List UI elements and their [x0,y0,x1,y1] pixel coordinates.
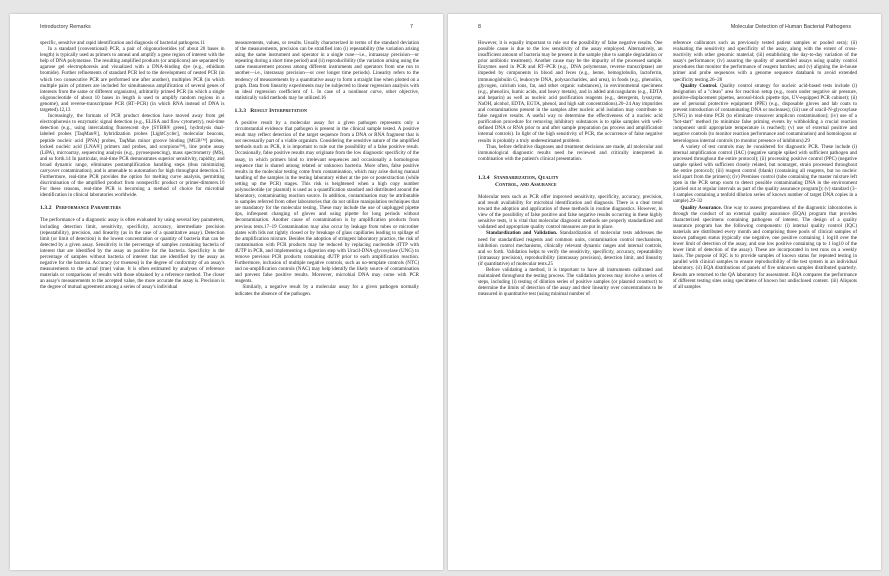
section-number: 1.3.3 [234,107,247,114]
page-number: 7 [410,24,413,30]
section-number: 1.3.4 [478,174,490,181]
spacer [478,162,663,168]
paragraph: Before validating a method, it is important to have all instruments calibrated and maintained throughout the testing process. The validation process may involve a series of steps, including (i) testing of dilution series of positive samples (or plasmid construct) to determine the limits of detection of the assay and their linearity over concentrations to be measured in quantitative test (using minimal number of [478,267,663,298]
left-running-head [40,24,413,34]
section-heading [235,108,420,115]
paragraph: Thus, before definitive diagnoses and treatment decisions are made, all molecular and immunological diagnostic results need be reviewed and critically interpreted in combination with the patient's clinical presentation. [478,143,663,162]
run-in-heading: Standardization and Validation. [486,230,558,237]
paragraph: Similarly, a negative result by a molecular assay for a given pathogen normally indicates the absence of the pathogen. [234,284,419,297]
paragraph-text: One way to assess preparedness of the diagnostic laboratories is through the conduct of an external quality assurance (EQA) program that provides characterized specimens containing pathogens of interest. The design of a quality assurance program has the following components: (i) internal quality control (IQC) materials are distributed every month and comprising three pools of clinical samples of known pathogen status (typically one negative, one positive containing 1 log10 over the lower limit of detection of the assay, and one low positive containing up to 1 log10 of the lower limit of detection of the assay). These are incorporated in test runs on a weekly basis. The purpose of IQC is to provide samples of known status for repeated testing in parallel with clinical samples to ensure reproducibility of the test system in an individual laboratory. (ii) EQA distributions of panels of five unknown samples distributed quarterly. Results are returned to the QA laboratory for assessment. EQA compares the performance of different testing sites using specimens of known but undisclosed content. (iii) Aliquots of all samples [672,204,857,290]
right-running-head [478,24,851,34]
paragraph: The performance of a diagnostic assay is often evaluated by using several key parameters, including detection limit, sensitivity, specificity, accuracy, intermediate precision (repeatability), precision, and linearity (as in the case of a quantitative assay). Detection limit (or limit of detection) is the lowest concentration or quantity of bacteria that can be detected by a given assay. Sensitivity is the percentage of samples containing bacteria of interest that are identified by the assay as positive for the bacteria. Specificity is the percentage of samples without bacteria of interest that are identified by the assay as negative for the bacteria. Accuracy (or trueness) is the degree of conformity of an assay's measurements to the actual (true) value. It is often estimated by analyses of reference materials or comparisons of results with those obtained by a reference method. The closer an assay's measurements to the accepted value, the more accurate the assay is. Precision is the degree of mutual agreement among a series of assay's individual [40,217,225,291]
running-title: Molecular Detection of Human Bacterial Pathogens [730,24,851,30]
paragraph: measurements, values, or results. Usually characterized in terms of the standard deviation of the measurements, precision can be stratified into (i) repeatability (the variation arising using the same instrument and operator in a single rune—i.e., intraassay precision—or repeating during a short time period) and (ii) reproducibility (the variation arising using the same measurement process among different instruments and operators from one run to another—i.e., interassay precision—or over longer time periods). Linearity refers to the tendency of measurements by a quantitative assay to form a straight line when plotted on a graph. Data from linearity experiments may be subjected to linear regression analysis with an ideal regression coefficient of 1. In case of a nonlinear curve, other objective, statistically valid methods may be utilized.16 [234,40,419,101]
paragraph: Molecular tests such as PCR offer improved sensitivity, specificity, accuracy, precision, and result availability for microbial identification and diagnosis. There is a clear trend toward the adoption and application of these methods in routine diagnostics. However, in view of the possibility of false positive and false negative results occurring in these highly sensitive tests, it is vital that molecular diagnostic methods are properly standardized and validated and appropriate quality control measures are put in place. [478,193,663,231]
section-title-line-1: Standardization, Quality [493,174,559,181]
section-number: 1.3.2 [40,205,52,212]
paragraph-text: Quality control strategy for nucleic acid-based tests include (i) designation of a "clean" area for reaction setup (e.g., room under negative air pressure, positive-displacement pipettes, aerosol-block pipette tips, UV-equipped PCR cabinet); (ii) use of personal protective equipment (PPE) (e.g., disposable gloves and lab coats to prevent introduction of contaminating DNA or nucleases); (iii) use of uracil-N-glycosylase (UNG) in real-time PCR (to eliminate crossover amplicon contamination); (iv) use of a "hot-start" method (to minimize false priming events by withholding a crucial reaction component until appropriate temperature is reached); (v) use of external positive and negative controls (to monitor reaction performance and contamination) and homologous or heterologous internal controls (to monitor presence of inhibitors).29 [672,82,857,144]
left-column-1 [40,40,225,560]
left-page-columns [40,40,419,560]
paragraph [673,205,858,290]
paragraph [673,83,858,144]
left-column-2 [235,40,420,560]
section-title: Result Interpretation [250,107,307,114]
section-title: Performance Parameters [55,205,121,212]
paragraph-text: Standardization of molecular tests addresses the need for standardized reagents and common units, contamination control mechanisms, inhibition control mechanisms, clinically relevant dynamic ranges and internal controls, and so forth. Validation helps to verify the sensitivity, specificity, accuracy, repeatability (intraassay precision), reproducibility (interassay precision), detection limit, and linearity (if quantitative) of molecular tests.25 [478,230,663,267]
paragraph: In a standard (conventional) PCR, a pair of oligonucleotides (of about 20 bases in length) is typically used as primers to anneal and amplify a gene region of interest with the help of DNA polymerase. The resulting amplified products (or amplicons) are separated by agarose gel electrophoresis and visualized with a DNA-binding dye (e.g., ethidium bromide). Further refinements of standard PCR led to the development of nested PCR (in which two consecutive PCR are performed one after another), multiplex PCR (in which multiple pairs of primers are included for simultaneous amplification of several genes of interests from the same or different organisms), arbitrarily primed PCR (in which a single oligonucleotide of about 10 bases in length is used to amplify random regions in a genome), and reverse-transcriptase PCR (RT–PCR) (in which RNA instead of DNA is targeted).12,13 [40,46,225,114]
section-heading [40,205,225,212]
right-column-2 [673,40,858,560]
running-title: Introductory Remarks [40,24,91,30]
paragraph: A positive result by a molecular assay for a given pathogen represents only a circumstantial evidence that pathogen is present in the clinical sample tested. A positive result may reflect detection of the target sequence from a DNA or RNA fragment that is not necessarily part of a viable organism. Considering the sensitive nature of the amplified methods such as PCR, it is important to rule out the possibility of a false positive result. Occasionally, false positive results may originate from the low diagnostic specificity of the assay, in which primers bind to irrelevant sequences and occasionally a homologous sequence that is shared among related or unknown bacteria. More often, false positive results in the molecular testing come from contamination, which may arise during manual handling of the samples in the testing laboratory either at the pre or postextraction (while setting up the PCR) stages. This risk is heightened when a high copy number polynucleotide (or plasmid) is used as a quantification standard and distributed around the laboratory, contaminating reaction source. In addition, contamination may be attributable to samples referred from other laboratories that do not utilize manipulation techniques that are mandatory for the molecular testing. These may include the use of unplugged pipette tips, infrequent changing of gloves and using pipette for long periods without decontamination. Another cause of contamination is by amplification products from previous tests.17–19 Contamination may also occur by leakage from tubes or microtiter plates with lids not tightly closed or by breakage of glass capillaries leading to spillage of the amplification mixture. Besides the adoption of stringent laboratory practice, the risk of contamination with PCR products may be reduced by replacing nucleotide dTTP with dUTP in PCR, and implementing a digestion step with Uracil-DNA-glycosylase (UNG) to remove previous PCR products containing dUTP prior to each amplification reaction. Furthermore, inclusion of multiple negative controls, such as no-template controls (NTC) and no-amplification controls (NAC) may help identify the likely source of contamination and prevent false positive results. Moreover, microbial DNA may come with PCR reagents. [234,119,419,285]
paragraph: However, it is equally important to rule out the possibility of false negative results. One possible cause is due to the low sensitivity of the assay employed. Alternatively, an insufficient amount of bacteria may be present in the sample (due to sample degradation or prior antibiotic treatment). Another cause may be the impurity of the processed sample. Enzymes used in PCR and RT–PCR (e.g., DNA polymerase, reverse transcriptase) are impeded by components in blood and feces (e.g., heme, hemoglobulin, lactoferrin, immunoglobulin G, leukocyte DNA, polysaccharides, and urea), in foods (e.g., phenolics, glycogen, calcium ions, fat, and other organic substances), in environmental specimens (e.g., phenolics, humic acids, and heavy metals), and in added anticoagulants (e.g., EDTA and heparin) as well as nucleic acid purification reagents (e.g., detergents, lysozyme, NaOH, alcohol, EDTA, EGTA, phenol, and high salt concentrations).20–24 Any impurities and contaminations present in the samples after nucleic acid isolation may contribute to false negative results. A useful way to determine the effectiveness of a nucleic acid purification procedure for removing inhibitory substances is to spike samples with well-defined DNA or RNA prior to and after sample preparation (as process and amplification internal controls). In light of the high sensitivity of PCR, the occurrence of false negative results is probably a truly underestimated problem. [478,40,663,144]
paragraph [478,230,663,267]
right-column-1 [478,40,663,560]
section-title-line-2: Control, and Assurance [495,181,557,188]
right-page [448,14,881,570]
paragraph: reference calibrators such as previously tested patient samples or pooled sera); (ii) evaluating the sensitivity and specificity of the assay, along with the extent of cross-reactivity with other genomic material; (iii) establishing the day-to-day variation of the assay's performance; (iv) assuring the quality of assembled assays using quality control procedures that monitor the performance of reagent batches; and (v) aligning the in-house primer and probe sequences with a genome sequence databank to avoid extended specificity testing.26–28 [672,40,857,83]
right-page-columns [478,40,857,560]
run-in-heading: Quality Assurance. [680,204,722,211]
paragraph: Increasingly, the formats of PCR product detection have moved away from gel electrophoresis to enzymatic signal detection (e.g., ELISA and flow cytometry), real-time detection (e.g., using intercalating fluorescent dye [SYBR® green], hydrolysis dual-labeled probes [TaqMan®], hybridization probes [LightCycler], molecular beacons, peptide nucleic acid [PNA] probes, TaqMan minor groove binding [MGB™] probes, locked nucleic acid [LNA®] primers and probes, and scorpions™), line probe assay (LiPA), microarray, sequencing analysis (e.g., pyrosequencing), mass spectrometry (MS), and so forth.14 In particular, real-time PCR demonstrates superior sensitivity, rapidity, and broad dynamic range, eliminates postamplification handling steps (thus minimizing carryover contamination), and is amenable to automation for high throughput detection.15 Furthermore, real-time PCR provides the option for melting curve analysis, permitting discrimination of the amplified product from nonspecific product or primer-dimmers.16 For these reasons, real-time PCR is becoming a method of choice for microbial identification in clinical laboratories worldwide. [40,113,225,199]
paragraph: specific, sensitive and rapid identification and diagnosis of bacterial pathogens.11 [40,40,206,46]
paragraph: A variety of test controls may be considered for diagnostic PCR. These include (i) internal amplification control (IAC) (negative sample spiked with sufficient pathogen and processed throughout the entire protocol); (ii) processing positive control (PPC) (negative sample spiked with sufficient closely related, but nontarget, strain processed throughout the entire protocol); (iii) reagent control (blank) (containing all reagents, but no nucleic acid apart from the primers); (iv) Premises control (tube containing the master mixture left open in the PCR setup room to detect possible contaminating DNA in the environment [carried out at regular intervals as part of the quality assurance program]); (v) standard (3–4 samples containing a tenfold dilution series of known number of target DNA copies in a sample).29–32 [672,143,857,205]
section-heading [478,175,663,189]
page-number: 8 [478,24,481,30]
run-in-heading: Quality Control. [680,82,718,89]
left-page [10,14,443,570]
